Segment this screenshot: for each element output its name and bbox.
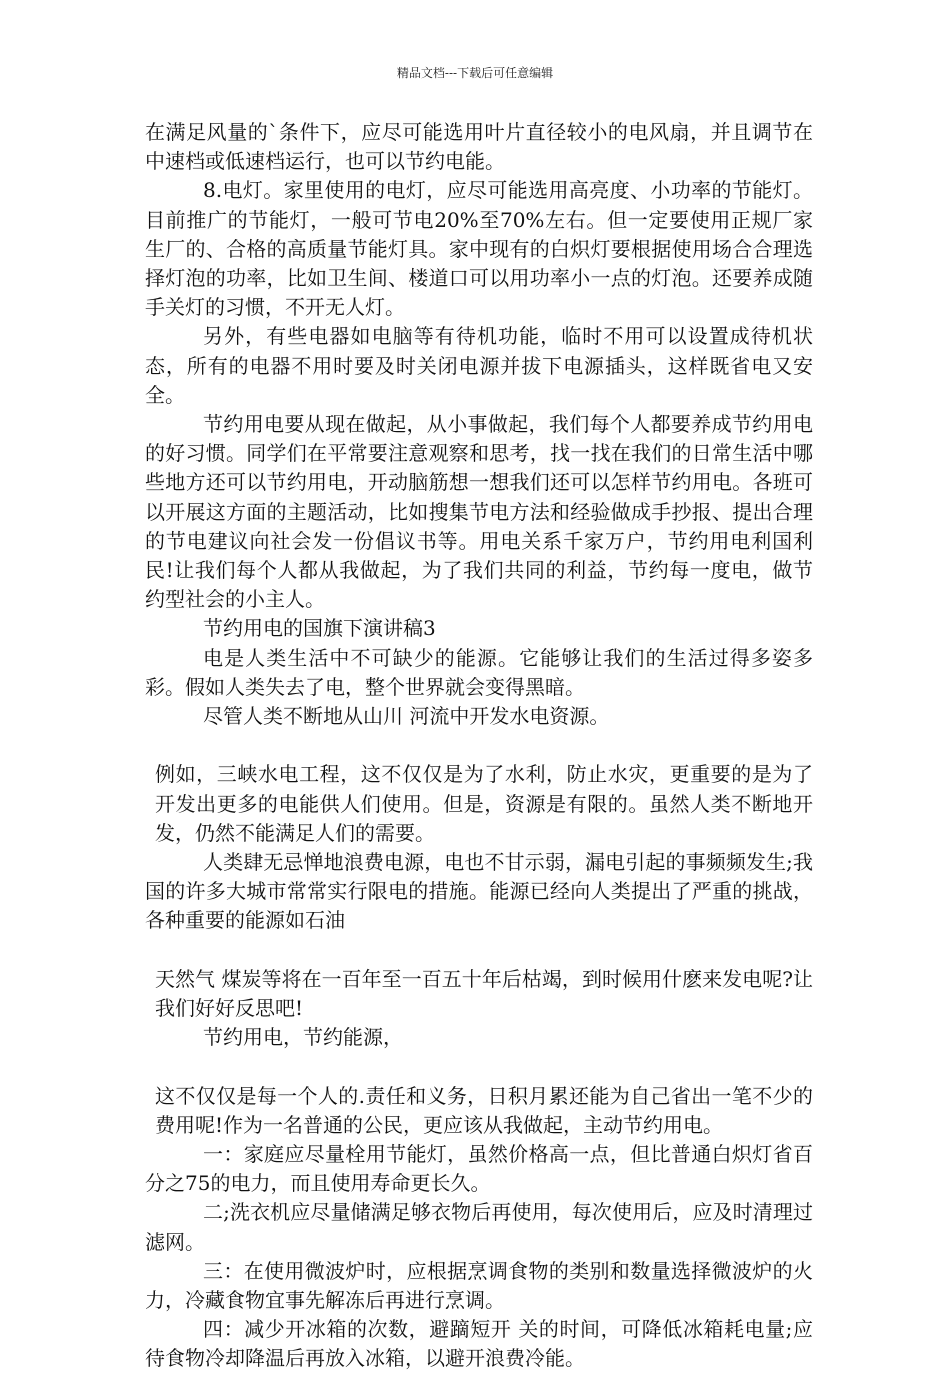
document-body	[145, 118, 813, 1374]
paragraph: 节约用电，节约能源，	[203, 1025, 403, 1050]
paragraph: 电是人类生活中不可缺少的能源。它能够让我们的生活过得多姿多彩。假如人类失去了电，整个世界就会变得黑暗。	[145, 645, 813, 699]
list-item: 三：在使用微波炉时，应根据烹调食物的类别和数量选择微波炉的火力，冷藏食物宜事先解冻后再进行烹调。	[145, 1258, 813, 1313]
paragraph: 在满足风量的`条件下，应尽可能选用叶片直径较小的电风扇，并且调节在中速档或低速档运行，也可以节约电能。	[145, 120, 813, 174]
paragraph: 节约用电要从现在做起，从小事做起，我们每个人都要养成节约用电的好习惯。同学们在平常要注意观察和思考，找一找在我们的日常生活中哪些地方还可以节约用电，开动脑筋想一想我们还可以怎样节约用电。各班可以开展这方面的主题活动，比如搜集节电方法和经验做成手抄报、提出合理的节电建议向社会发一份倡议书等。用电关系千家万户，节约用电利国利民!让我们每个人都从我做起，为了我们共同的利益，节约每一度电，做节约型社会的小主人。	[145, 412, 813, 612]
list-item: 一：家庭应尽量栓用节能灯，虽然价格高一点，但比普通白炽灯省百分之75的电力，而且使用寿命更长久。	[145, 1142, 813, 1196]
list-item: 二;洗衣机应尽量储满足够衣物后再使用，每次使用后，应及时清理过滤网。	[145, 1200, 813, 1254]
paragraph: 人类肆无忌惮地浪费电源，电也不甘示弱，漏电引起的事频频发生;我国的许多大城市常常实行限电的措施。能源已经向人类提出了严重的挑战，各种重要的能源如石油	[145, 850, 813, 933]
paragraph: 例如，三峡水电工程，这不仅仅是为了水利，防止水灾，更重要的是为了开发出更多的电能供人们使用。但是，资源是有限的。虽然人类不断地开发，仍然不能满足人们的需要。	[155, 762, 813, 845]
paragraph: 这不仅仅是每一个人的.责任和义务，日积月累还能为自己省出一笔不少的费用呢!作为一名普通的公民，更应该从我做起，主动节约用电。	[155, 1083, 813, 1137]
paragraph: 尽管人类不断地从山川 河流中开发水电资源。	[203, 704, 610, 729]
paragraph: 天然气 煤炭等将在一百年至一百五十年后枯竭，到时候用什麽来发电呢?让我们好好反思吧!	[155, 966, 813, 1021]
paragraph: 8.电灯。家里使用的电灯，应尽可能选用高亮度、小功率的节能灯。目前推广的节能灯，一般可节电20%至70%左右。但一定要使用正规厂家生厂的、合格的高质量节能灯具。家中现有的白炽灯要根据使用场合合理选择灯泡的功率，比如卫生间、楼道口可以用功率小一点的灯泡。还要养成随手关灯的习惯，不开无人灯。	[145, 178, 813, 320]
list-item: 四：减少开冰箱的次数，避蹢短开 关的时间，可降低冰箱耗电量;应待食物冷却降温后再放入冰箱，以避开浪费冷能。	[145, 1317, 813, 1371]
page-header: 精品文档---下载后可任意编辑	[396, 66, 554, 80]
section-title: 节约用电的国旗下演讲稿3	[203, 616, 436, 641]
paragraph: 另外，有些电器如电脑等有待机功能，临时不用可以设置成待机状态，所有的电器不用时要及时关闭电源并拔下电源插头，这样既省电又安全。	[145, 324, 813, 407]
